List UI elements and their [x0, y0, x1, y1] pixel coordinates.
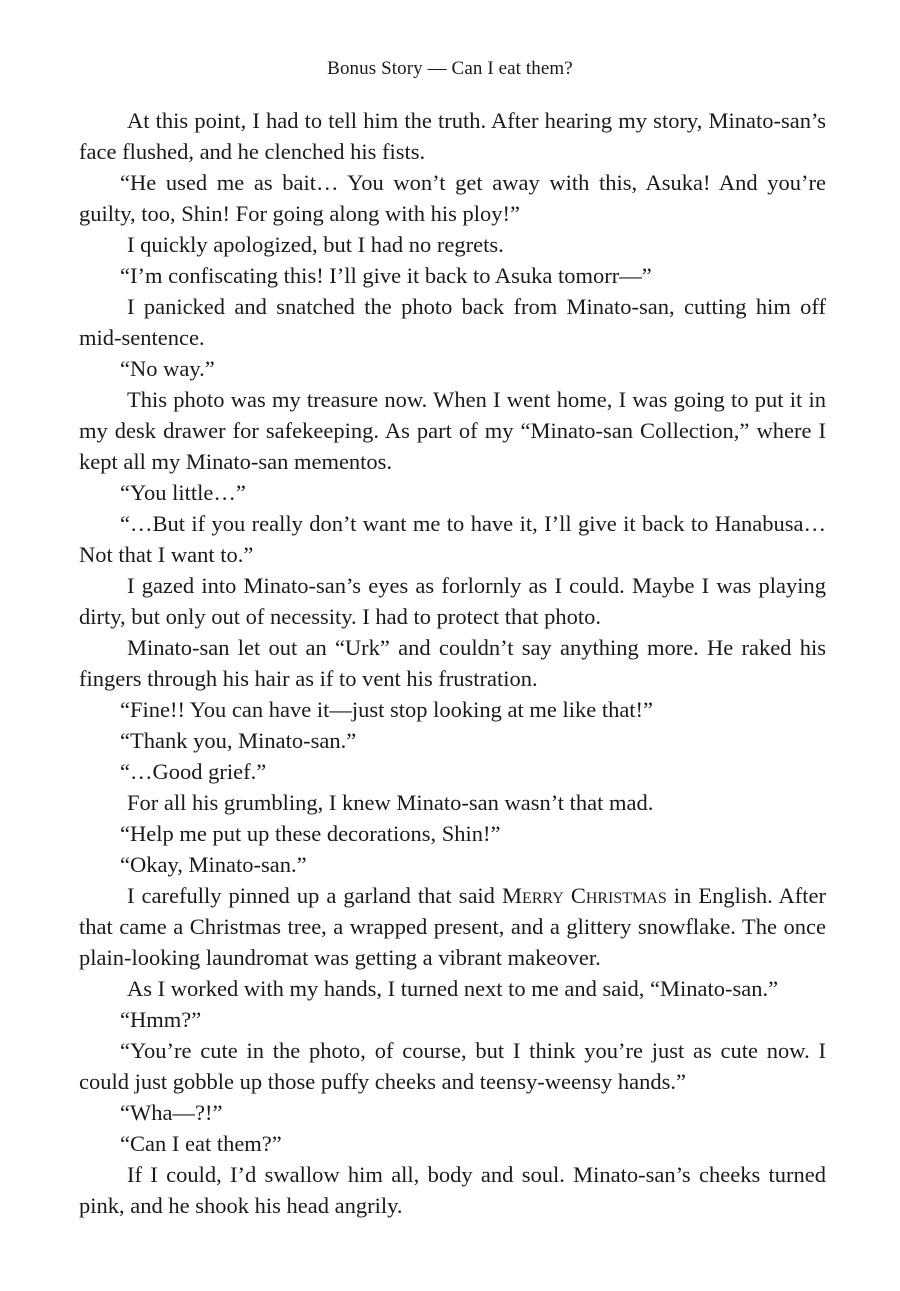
- paragraph-23: “Can I eat them?”: [120, 1131, 282, 1156]
- paragraph-4: “I’m confiscating this! I’ll give it back to Asuka tomorr—”: [120, 263, 652, 288]
- paragraph-22: “Wha—?!”: [120, 1100, 223, 1125]
- paragraph-18-end: in English. After that came a Christmas tree, a wrapped present, and a glittery snowflake. The once plain-looking laundromat was getting a vibrant makeover.: [79, 883, 826, 970]
- paragraph-8: “You little…”: [120, 480, 246, 505]
- paragraph-17: “Okay, Minato-san.”: [120, 852, 307, 877]
- paragraph-16: “Help me put up these decorations, Shin!”: [120, 821, 501, 846]
- paragraph-9: “…But if you really don’t want me to have it, I’ll give it back to Hanabusa… Not that I want to.”: [79, 511, 826, 567]
- story-body: [79, 105, 826, 1221]
- paragraph-21: “You’re cute in the photo, of course, but I think you’re just as cute now. I could just gobble up those puffy cheeks and teensy-weensy hands.”: [79, 1038, 826, 1094]
- paragraph-18: [79, 880, 826, 973]
- paragraph-19: As I worked with my hands, I turned next to me and said, “Minato-san.”: [127, 976, 779, 1001]
- paragraph-13: “Thank you, Minato-san.”: [120, 728, 357, 753]
- paragraph-18-start: I carefully pinned up a garland that said: [127, 883, 502, 908]
- paragraph-1: At this point, I had to tell him the truth. After hearing my story, Minato-san’s face flushed, and he clenched his fists.: [79, 108, 826, 164]
- paragraph-2: “He used me as bait… You won’t get away with this, Asuka! And you’re guilty, too, Shin! For going along with his ploy!”: [79, 170, 826, 226]
- paragraph-5: I panicked and snatched the photo back from Minato-san, cutting him off mid-sentence.: [79, 294, 826, 350]
- paragraph-11: Minato-san let out an “Urk” and couldn’t say anything more. He raked his fingers through his hair as if to vent his frustration.: [79, 635, 826, 691]
- paragraph-24: If I could, I’d swallow him all, body and soul. Minato-san’s cheeks turned pink, and he shook his head angrily.: [79, 1162, 826, 1218]
- paragraph-15: For all his grumbling, I knew Minato-san wasn’t that mad.: [127, 790, 654, 815]
- paragraph-6: “No way.”: [120, 356, 215, 381]
- running-header: Bonus Story — Can I eat them?: [327, 58, 573, 79]
- paragraph-20: “Hmm?”: [120, 1007, 202, 1032]
- paragraph-14: “…Good grief.”: [120, 759, 267, 784]
- paragraph-12: “Fine!! You can have it—just stop looking at me like that!”: [120, 697, 654, 722]
- merry-christmas-smallcaps: Merry Christmas: [501, 883, 667, 908]
- paragraph-3: I quickly apologized, but I had no regrets.: [127, 232, 504, 257]
- paragraph-7: This photo was my treasure now. When I went home, I was going to put it in my desk drawer for safekeeping. As part of my “Minato-san Collection,” where I kept all my Minato-san mementos.: [79, 387, 826, 474]
- paragraph-10: I gazed into Minato-san’s eyes as forlornly as I could. Maybe I was playing dirty, but only out of necessity. I had to protect that photo.: [79, 573, 826, 629]
